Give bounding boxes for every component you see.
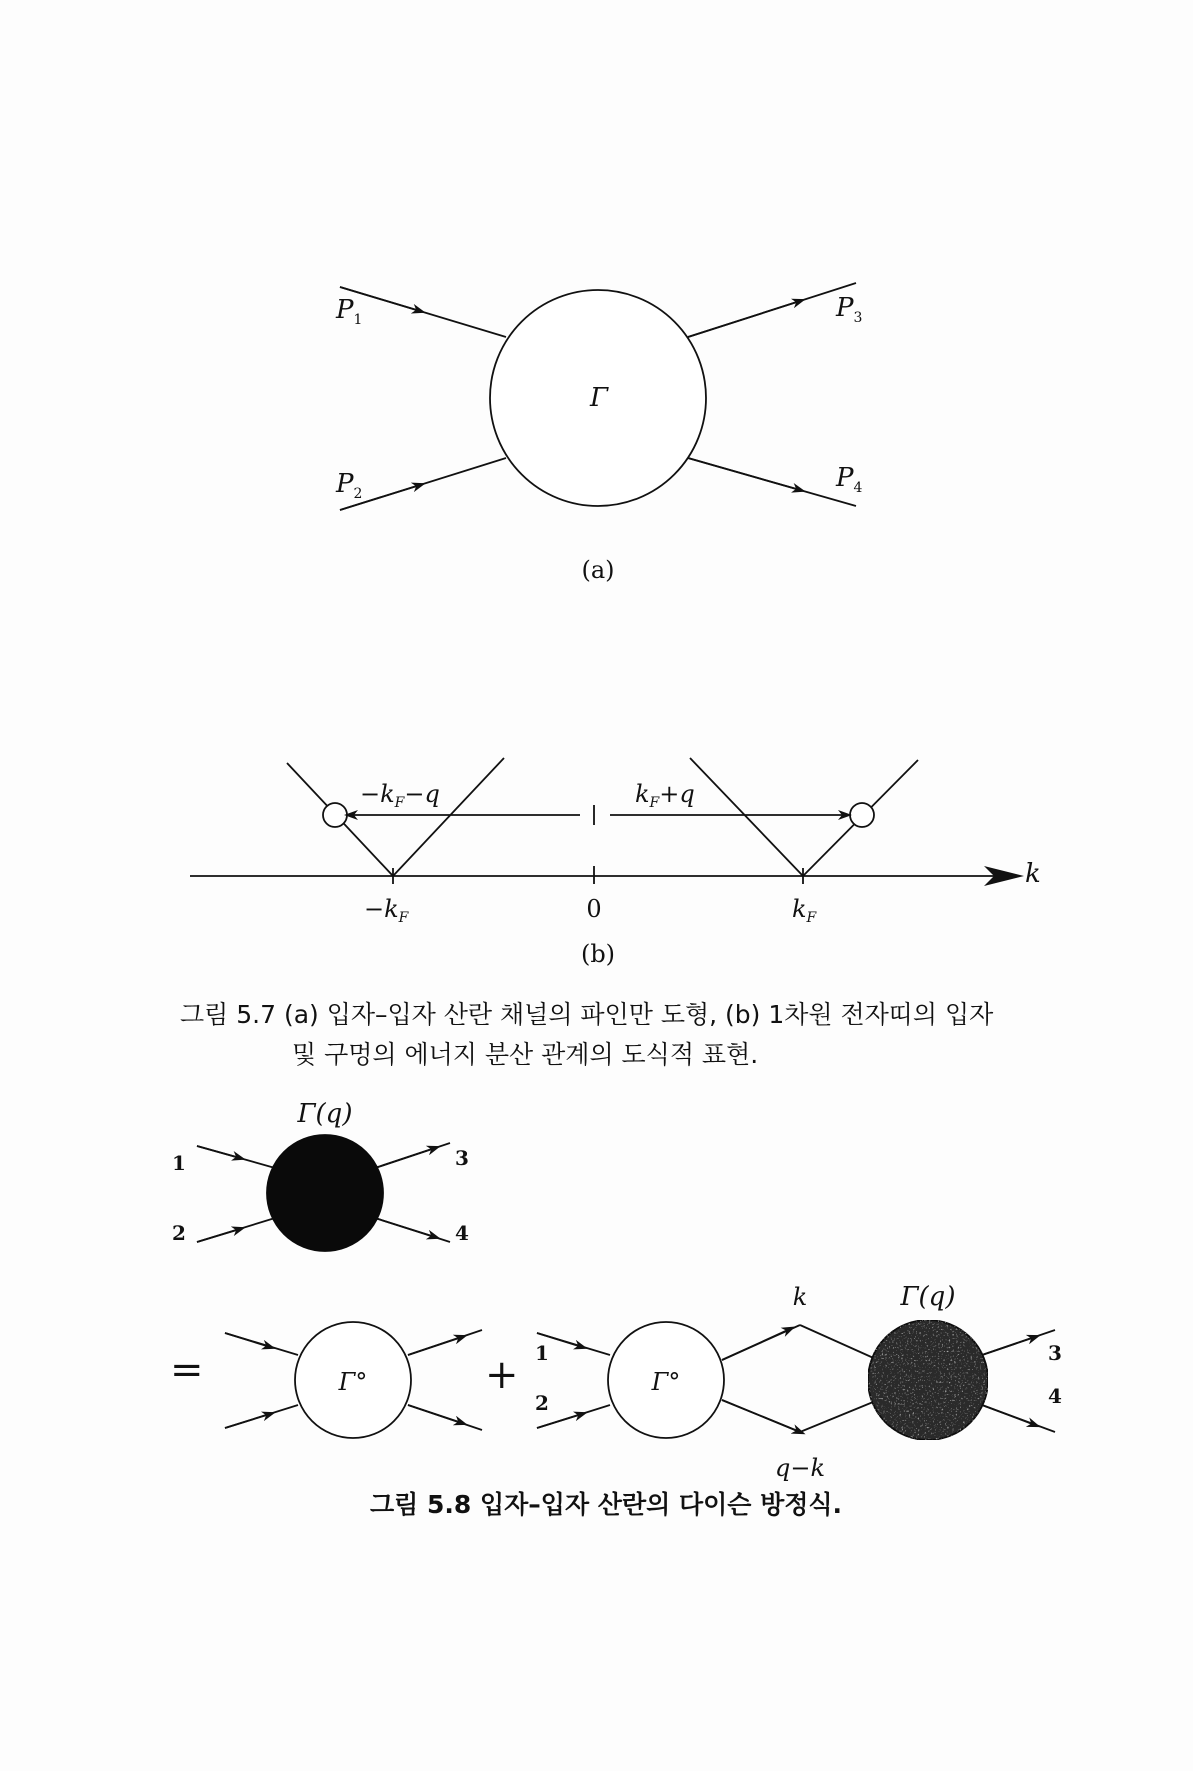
- figure-b-sublabel: (b): [580, 940, 616, 968]
- top-leg-2-arrow: [197, 1229, 240, 1242]
- figure-5-7-caption: [180, 995, 1060, 1075]
- plus-sign: +: [485, 1352, 519, 1398]
- internal-line-bottom-2: [800, 1400, 878, 1432]
- ladder-bare-vertex-label: Γ°: [651, 1368, 681, 1396]
- ladder-leg-1-label: 1: [535, 1341, 549, 1365]
- figure-b: [190, 758, 1020, 884]
- internal-top-label: k: [792, 1283, 808, 1311]
- hole-right: [850, 803, 874, 827]
- leg-p4-arrow: [688, 458, 800, 490]
- top-vertex-label: Γ(q): [297, 1099, 353, 1129]
- top-leg-3-arrow: [375, 1148, 435, 1168]
- equals-sign: =: [170, 1347, 204, 1393]
- top-leg-4-label: 4: [455, 1221, 469, 1245]
- internal-line-top-arrow: [722, 1329, 790, 1360]
- hole-left: [323, 803, 347, 827]
- ladder-leg-3-arrow: [982, 1337, 1035, 1355]
- top-leg-1-arrow: [197, 1146, 240, 1158]
- top-full-vertex: [267, 1135, 383, 1251]
- left-band-line-2: [393, 758, 504, 876]
- internal-bottom-label: q−k: [774, 1454, 826, 1482]
- bare-vertex-label: Γ°: [338, 1368, 368, 1396]
- figure-a-sublabel: (a): [581, 556, 615, 584]
- ladder-full-vertex: [868, 1320, 988, 1440]
- full-vertex-label: Γ(q): [900, 1282, 956, 1312]
- label-p3: $P_3$: [836, 293, 863, 326]
- arrow-right-label: $k_F+q$: [635, 780, 695, 811]
- caption-5-7-line-1: 그림 5.7 (a) 입자–입자 산란 채널의 파인만 도형, (b) 1차원 전자띠의 입자: [180, 1000, 994, 1029]
- axis-k-label: k: [1025, 859, 1041, 889]
- ladder-leg-4-arrow: [982, 1405, 1035, 1425]
- label-p4: $P_4$: [836, 463, 863, 496]
- top-leg-1-label: 1: [172, 1151, 186, 1175]
- internal-line-bottom-arrow: [722, 1400, 800, 1432]
- ladder-leg-4-label: 4: [1048, 1384, 1062, 1408]
- figure-58-top: [197, 1135, 450, 1251]
- bare-leg-4-arrow: [408, 1405, 462, 1423]
- tick-center-label: 0: [586, 895, 602, 923]
- figure-5-8-caption: 그림 5.8 입자–입자 산란의 다이슨 방정식.: [370, 1490, 843, 1519]
- figure-58-ladder-term: [537, 1320, 1055, 1440]
- label-p1: $P_1$: [336, 295, 363, 328]
- ladder-leg-2-label: 2: [535, 1391, 549, 1415]
- bare-leg-3-arrow: [408, 1337, 462, 1355]
- bare-leg-2-arrow: [225, 1414, 270, 1428]
- top-leg-3-label: 3: [455, 1146, 469, 1170]
- vertex-gamma-label: Γ: [590, 383, 609, 413]
- leg-p3-arrow: [688, 301, 800, 337]
- right-band-line-1: [690, 758, 803, 876]
- internal-line-top-2: [800, 1325, 878, 1360]
- tick-right-label: $k_F$: [792, 895, 817, 926]
- ladder-leg-2-arrow: [537, 1414, 582, 1428]
- bare-leg-1-arrow: [225, 1333, 270, 1347]
- caption-5-7-line-2: 및 구멍의 에너지 분산 관계의 도식적 표현.: [292, 1040, 759, 1069]
- top-leg-2-label: 2: [172, 1221, 186, 1245]
- ladder-leg-3-label: 3: [1048, 1341, 1062, 1365]
- arrow-left-label: $-k_F-q$: [360, 780, 440, 811]
- tick-left-label: $-k_F$: [364, 895, 409, 926]
- label-p2: $P_2$: [336, 469, 363, 502]
- top-leg-4-arrow: [375, 1218, 435, 1237]
